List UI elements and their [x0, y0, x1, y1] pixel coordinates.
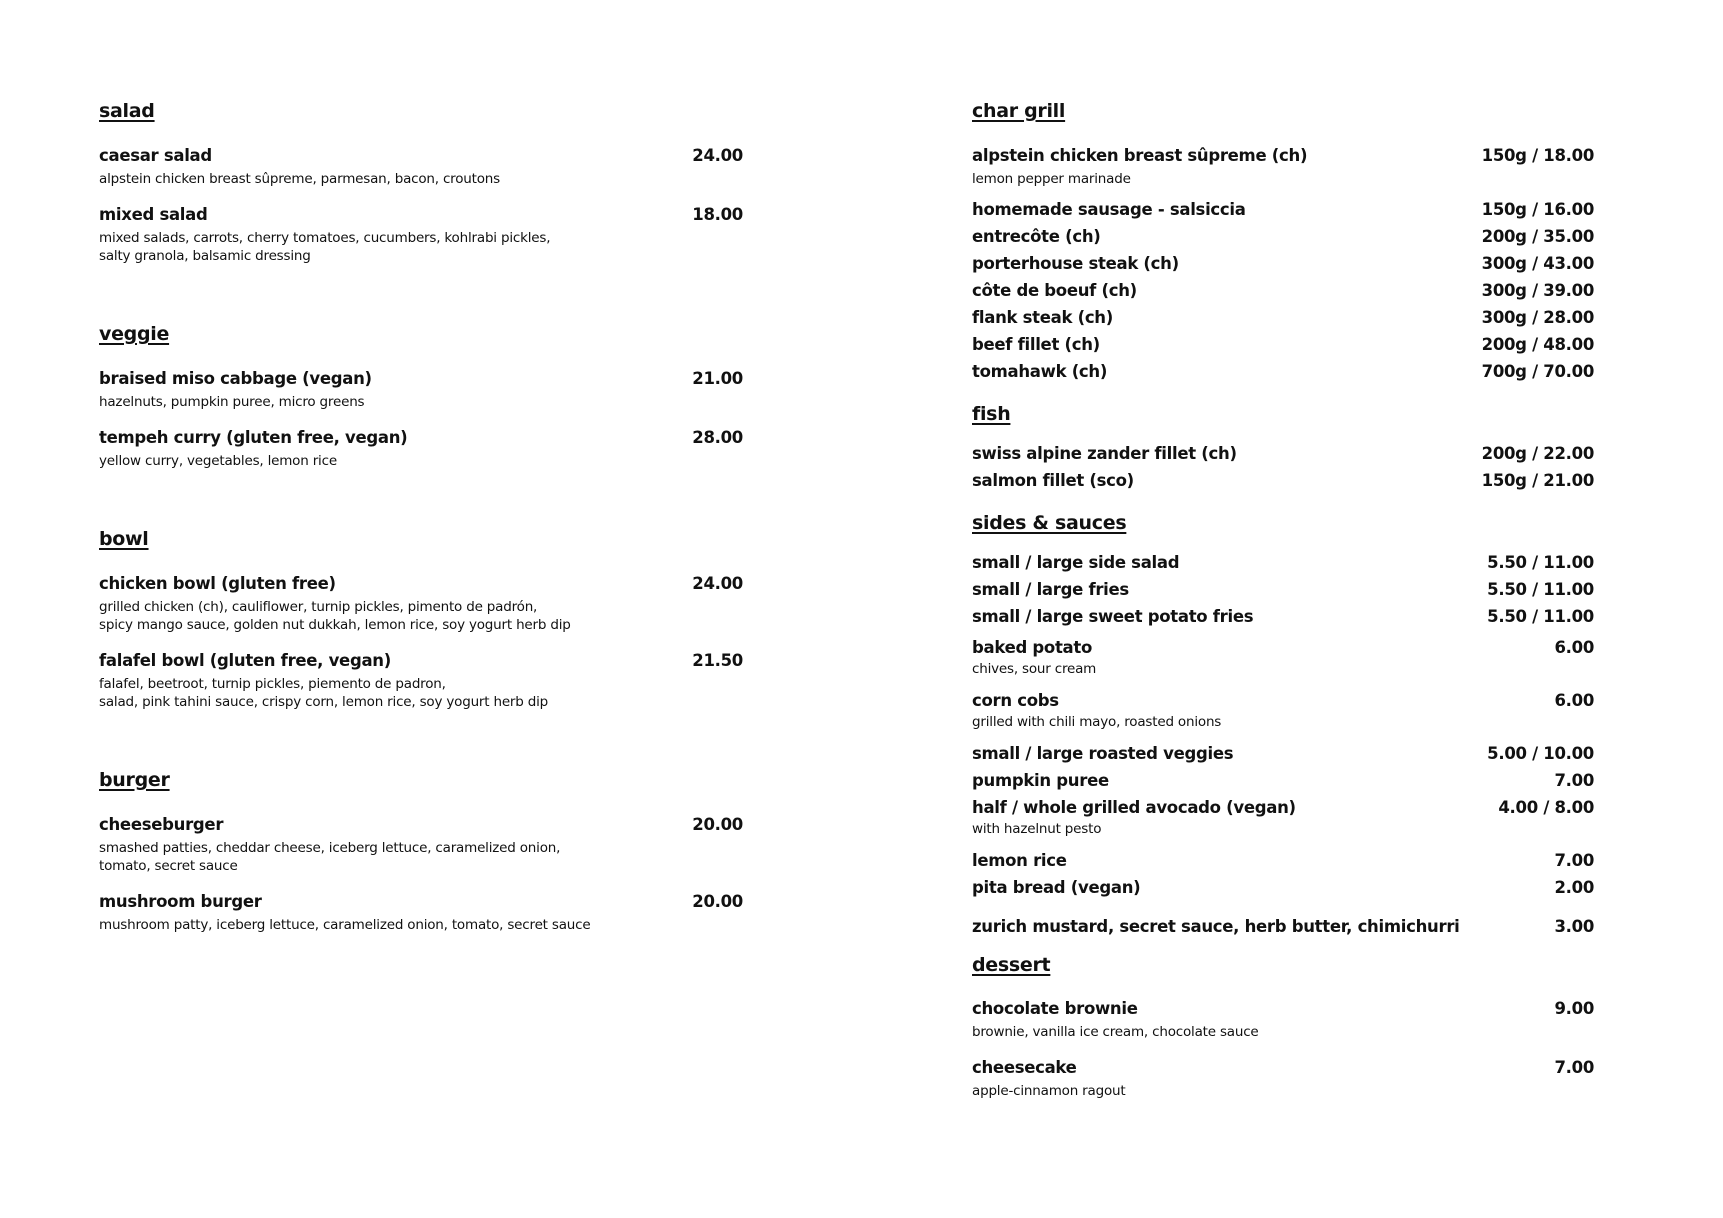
menu-item-falafel-bowl — [99, 651, 743, 711]
section-heading-dessert: dessert — [972, 954, 1051, 976]
item-price: 5.50 / 11.00 — [1487, 553, 1594, 572]
item-price: 5.50 / 11.00 — [1487, 580, 1594, 599]
section-heading-char-grill: char grill — [972, 100, 1066, 122]
menu-item-cheeseburger — [99, 815, 743, 875]
menu-item-cote-de-boeuf — [972, 281, 1594, 308]
section-heading-burger: burger — [99, 769, 170, 791]
item-description: mushroom patty, iceberg lettuce, caramelized onion, tomato, secret sauce — [99, 917, 591, 933]
item-price: 2.00 — [1554, 878, 1594, 897]
item-name: pumpkin puree — [972, 771, 1109, 790]
item-name: chicken bowl (gluten free) — [99, 574, 336, 593]
item-price: 3.00 — [1554, 917, 1594, 936]
item-name: small / large roasted veggies — [972, 744, 1234, 763]
item-price: 300g / 43.00 — [1481, 254, 1594, 273]
menu-item-braised-miso-cabbage — [99, 369, 743, 411]
menu-item-sweet-potato-fries — [972, 607, 1594, 634]
item-price: 24.00 — [692, 146, 743, 165]
menu-item-pumpkin-puree — [972, 771, 1594, 798]
section-heading-fish: fish — [972, 403, 1011, 425]
item-name: chocolate brownie — [972, 999, 1138, 1018]
item-price: 200g / 22.00 — [1481, 444, 1594, 463]
menu-item-salmon-fillet — [972, 471, 1594, 498]
menu-item-pita-bread — [972, 878, 1594, 905]
item-price: 7.00 — [1554, 851, 1594, 870]
menu-item-chocolate-brownie — [972, 999, 1594, 1041]
menu-item-caesar-salad — [99, 146, 743, 188]
item-price: 300g / 39.00 — [1481, 281, 1594, 300]
section-heading-bowl: bowl — [99, 528, 149, 550]
item-price: 20.00 — [692, 892, 743, 911]
item-name: corn cobs — [972, 691, 1059, 710]
item-price: 6.00 — [1554, 691, 1594, 710]
item-description: with hazelnut pesto — [972, 821, 1102, 837]
item-name: small / large side salad — [972, 553, 1180, 572]
item-name: porterhouse steak (ch) — [972, 254, 1179, 273]
item-price: 200g / 48.00 — [1481, 335, 1594, 354]
menu-item-cheesecake — [972, 1058, 1594, 1100]
item-price: 20.00 — [692, 815, 743, 834]
item-price: 24.00 — [692, 574, 743, 593]
item-name: côte de boeuf (ch) — [972, 281, 1137, 300]
item-price: 4.00 / 8.00 — [1498, 798, 1594, 817]
item-description: chives, sour cream — [972, 661, 1097, 677]
item-name: small / large fries — [972, 580, 1129, 599]
item-price: 200g / 35.00 — [1481, 227, 1594, 246]
item-name: baked potato — [972, 638, 1093, 657]
item-description: yellow curry, vegetables, lemon rice — [99, 453, 337, 469]
item-name: mixed salad — [99, 205, 208, 224]
item-name: small / large sweet potato fries — [972, 607, 1254, 626]
sides-list-bottom — [972, 851, 1594, 905]
item-name: tempeh curry (gluten free, vegan) — [99, 428, 408, 447]
item-description: alpstein chicken breast sûpreme, parmesan, bacon, croutons — [99, 171, 500, 187]
menu-item-roasted-veggies — [972, 744, 1594, 771]
menu-item-entrecote — [972, 227, 1594, 254]
item-name: tomahawk (ch) — [972, 362, 1108, 381]
item-description: grilled chicken (ch), cauliflower, turnip pickles, pimento de padrón, spicy mango sauce, golden nut dukkah, lemon rice, soy yogurt herb dip — [99, 599, 571, 633]
item-price: 5.00 / 10.00 — [1487, 744, 1594, 763]
item-price: 7.00 — [1554, 1058, 1594, 1077]
menu-item-porterhouse-steak — [972, 254, 1594, 281]
item-name: alpstein chicken breast sûpreme (ch) — [972, 146, 1308, 165]
item-price: 6.00 — [1554, 638, 1594, 657]
item-description: lemon pepper marinade — [972, 171, 1131, 187]
item-price: 9.00 — [1554, 999, 1594, 1018]
menu-item-tempeh-curry — [99, 428, 743, 470]
item-name: cheeseburger — [99, 815, 224, 834]
menu-item-chicken-bowl — [99, 574, 743, 634]
menu-item-sauces — [972, 917, 1594, 936]
item-price: 150g / 21.00 — [1481, 471, 1594, 490]
item-price: 18.00 — [692, 205, 743, 224]
item-price: 7.00 — [1554, 771, 1594, 790]
item-price: 21.50 — [692, 651, 743, 670]
fish-list — [972, 444, 1594, 498]
item-name: pita bread (vegan) — [972, 878, 1141, 897]
item-price: 28.00 — [692, 428, 743, 447]
item-name: falafel bowl (gluten free, vegan) — [99, 651, 391, 670]
menu-item-zander-fillet — [972, 444, 1594, 471]
item-name: flank steak (ch) — [972, 308, 1113, 327]
item-name: swiss alpine zander fillet (ch) — [972, 444, 1237, 463]
item-description: brownie, vanilla ice cream, chocolate sauce — [972, 1024, 1259, 1040]
section-heading-veggie: veggie — [99, 323, 170, 345]
item-name: mushroom burger — [99, 892, 262, 911]
sides-list-top — [972, 553, 1594, 634]
section-heading-salad: salad — [99, 100, 155, 122]
item-price: 150g / 18.00 — [1481, 146, 1594, 165]
menu-item-baked-potato — [972, 638, 1594, 678]
item-name: lemon rice — [972, 851, 1067, 870]
menu-item-homemade-sausage — [972, 200, 1594, 227]
item-price: 5.50 / 11.00 — [1487, 607, 1594, 626]
item-description: smashed patties, cheddar cheese, iceberg lettuce, caramelized onion, tomato, secret sauce — [99, 840, 561, 874]
item-name: salmon fillet (sco) — [972, 471, 1134, 490]
item-price: 700g / 70.00 — [1481, 362, 1594, 381]
section-heading-sides-sauces: sides & sauces — [972, 512, 1127, 534]
item-name: caesar salad — [99, 146, 212, 165]
item-name: homemade sausage - salsiccia — [972, 200, 1246, 219]
menu-item-beef-fillet — [972, 335, 1594, 362]
sides-list-middle — [972, 744, 1594, 798]
menu-item-lemon-rice — [972, 851, 1594, 878]
item-price: 300g / 28.00 — [1481, 308, 1594, 327]
menu-item-side-salad — [972, 553, 1594, 580]
item-name: half / whole grilled avocado (vegan) — [972, 798, 1296, 817]
char-grill-list — [972, 200, 1594, 389]
item-price: 150g / 16.00 — [1481, 200, 1594, 219]
menu-item-fries — [972, 580, 1594, 607]
item-name: zurich mustard, secret sauce, herb butter, chimichurri — [972, 917, 1460, 936]
menu-item-flank-steak — [972, 308, 1594, 335]
item-price: 21.00 — [692, 369, 743, 388]
item-description: grilled with chili mayo, roasted onions — [972, 714, 1222, 730]
item-name: cheesecake — [972, 1058, 1077, 1077]
item-name: braised miso cabbage (vegan) — [99, 369, 372, 388]
item-description: apple-cinnamon ragout — [972, 1083, 1126, 1099]
menu-item-mixed-salad — [99, 205, 743, 265]
item-description: mixed salads, carrots, cherry tomatoes, cucumbers, kohlrabi pickles, salty granola, balsamic dressing — [99, 230, 551, 264]
item-description: hazelnuts, pumpkin puree, micro greens — [99, 394, 365, 410]
item-description: falafel, beetroot, turnip pickles, piemento de padron, salad, pink tahini sauce, crispy corn, lemon rice, soy yogurt herb dip — [99, 676, 549, 710]
menu-item-tomahawk — [972, 362, 1594, 389]
item-name: entrecôte (ch) — [972, 227, 1101, 246]
menu-item-mushroom-burger — [99, 892, 743, 934]
menu-item-corn-cobs — [972, 691, 1594, 731]
menu-item-grilled-avocado — [972, 798, 1594, 838]
item-name: beef fillet (ch) — [972, 335, 1100, 354]
menu-item-alpstein-chicken-breast — [972, 146, 1594, 188]
